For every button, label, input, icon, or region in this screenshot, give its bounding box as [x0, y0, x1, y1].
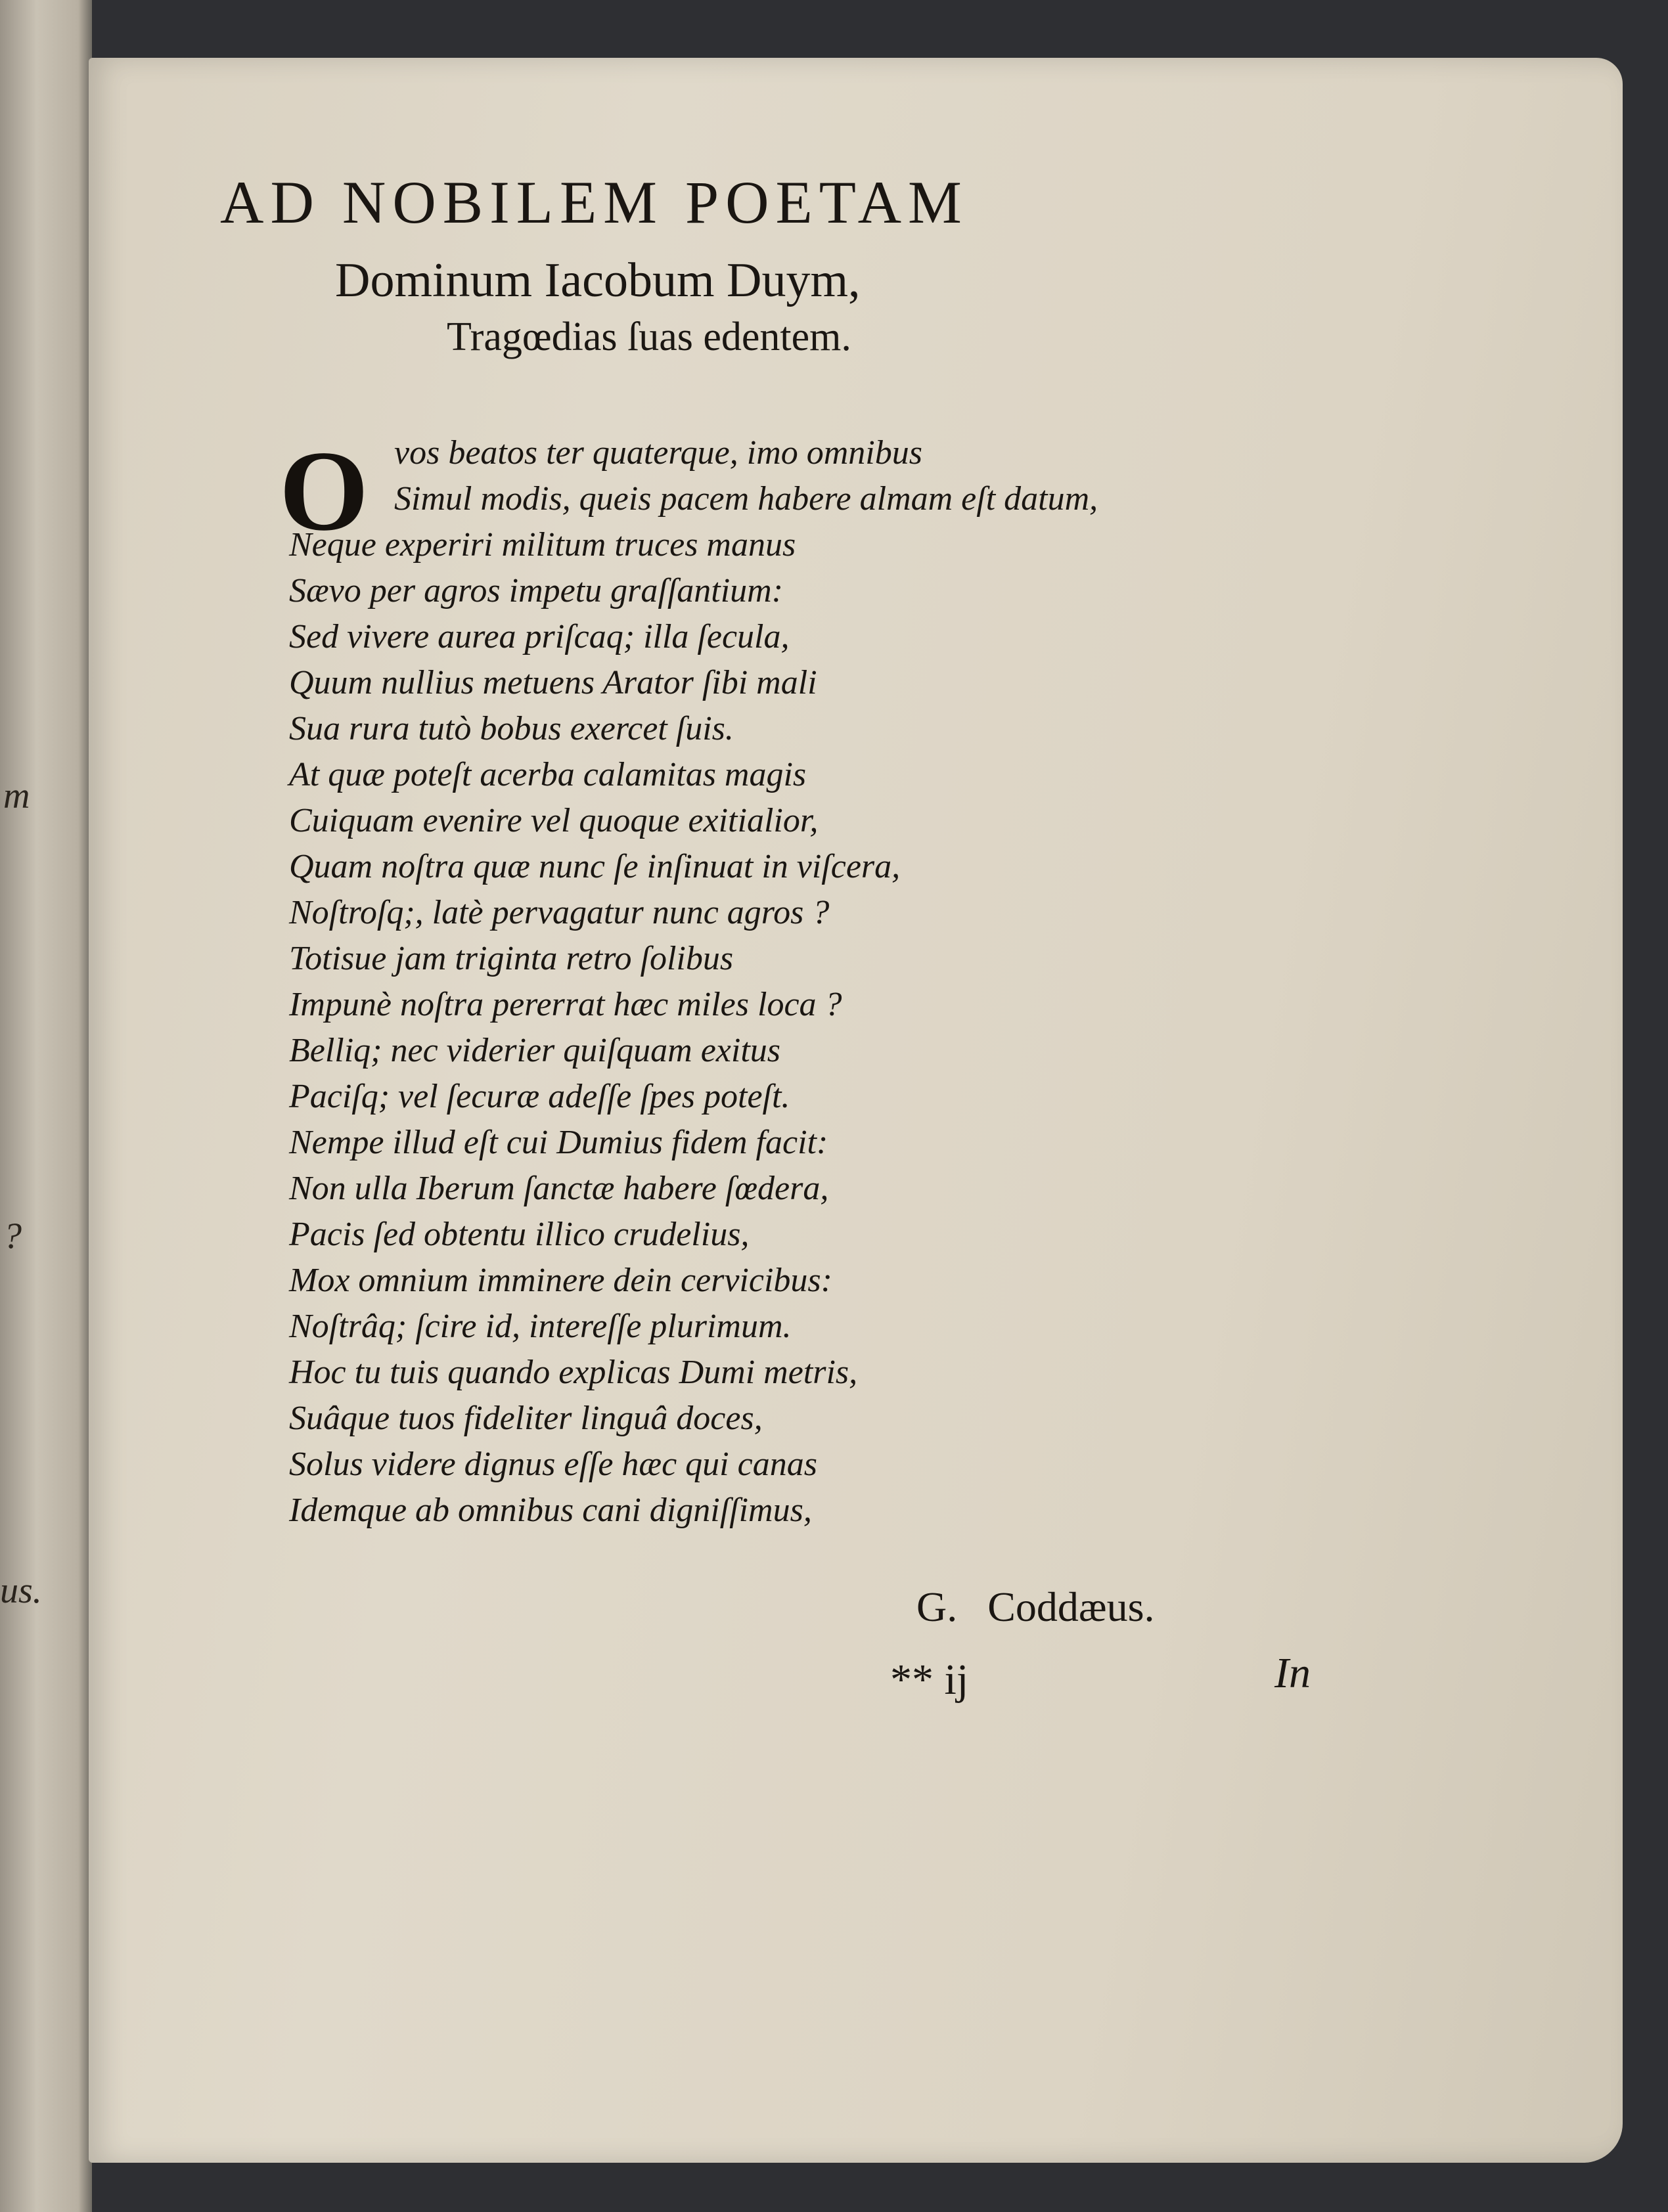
- poem-line: Sua rura tutò bobus exercet ſuis.: [289, 710, 734, 747]
- heading-line-3: Tragœdias ſuas edentem.: [447, 315, 851, 359]
- poem-line: Pacis ſed obtentu illico crudelius,: [289, 1216, 750, 1253]
- left-page-fragment: ?: [3, 1216, 22, 1256]
- poem-line: Impunè noſtra pererrat hæc miles loca ?: [289, 986, 842, 1023]
- poem-line: Quam noſtra quæ nunc ſe inſinuat in viſcera,: [289, 848, 901, 885]
- poem-line: Sævo per agros impetu graſſantium:: [289, 572, 784, 609]
- poem-line: Hoc tu tuis quando explicas Dumi metris,: [289, 1354, 858, 1391]
- poem-line: Nempe illud eſt cui Dumius fidem facit:: [289, 1124, 828, 1161]
- poem-line: Suâque tuos fideliter linguâ doces,: [289, 1400, 763, 1437]
- poem-line: Simul modis, queis pacem habere almam eſt datum,: [394, 480, 1098, 518]
- poem-line: Non ulla Iberum ſanctæ habere ſœdera,: [289, 1170, 829, 1207]
- poem-line: Belliq; nec viderier quiſquam exitus: [289, 1032, 781, 1069]
- catchword: In: [1274, 1649, 1311, 1697]
- heading-line-1: AD NOBILEM POETAM: [220, 169, 968, 236]
- poem-line: Noſtroſq;, latè pervagatur nunc agros ?: [289, 894, 830, 931]
- poem-line: Mox omnium imminere dein cervicibus:: [289, 1262, 832, 1299]
- poem-line: vos beatos ter quaterque, imo omnibus: [394, 434, 922, 472]
- poem-line: Paciſq; vel ſecuræ adeſſe ſpes poteſt.: [289, 1078, 790, 1115]
- poem-line: Solus videre dignus eſſe hæc qui canas: [289, 1446, 817, 1483]
- poem-line: Idemque ab omnibus cani digniſſimus,: [289, 1492, 812, 1529]
- poem: [289, 430, 1098, 1534]
- poem-line: Quum nullius metuens Arator ſibi mali: [289, 664, 817, 701]
- left-page-edge: [0, 0, 92, 2212]
- drop-cap: O: [279, 427, 369, 554]
- poem-line: At quæ poteſt acerba calamitas magis: [289, 756, 807, 793]
- poem-line: Neque experiri militum truces manus: [289, 526, 796, 564]
- signature-mark: ** ij: [890, 1656, 969, 1704]
- left-page-fragment: m: [3, 776, 30, 816]
- left-page-fragment: us.: [0, 1570, 42, 1611]
- poem-line: Sed vivere aurea priſcaq; illa ſecula,: [289, 618, 790, 655]
- poem-line: Noſtrâq; ſcire id, intereſſe plurimum.: [289, 1308, 792, 1345]
- author-signature: G. Coddæus.: [916, 1583, 1155, 1630]
- poem-line: Totisue jam triginta retro ſolibus: [289, 940, 734, 977]
- heading-line-2: Dominum Iacobum Duym,: [335, 254, 861, 307]
- poem-line: Cuiquam evenire vel quoque exitialior,: [289, 802, 819, 839]
